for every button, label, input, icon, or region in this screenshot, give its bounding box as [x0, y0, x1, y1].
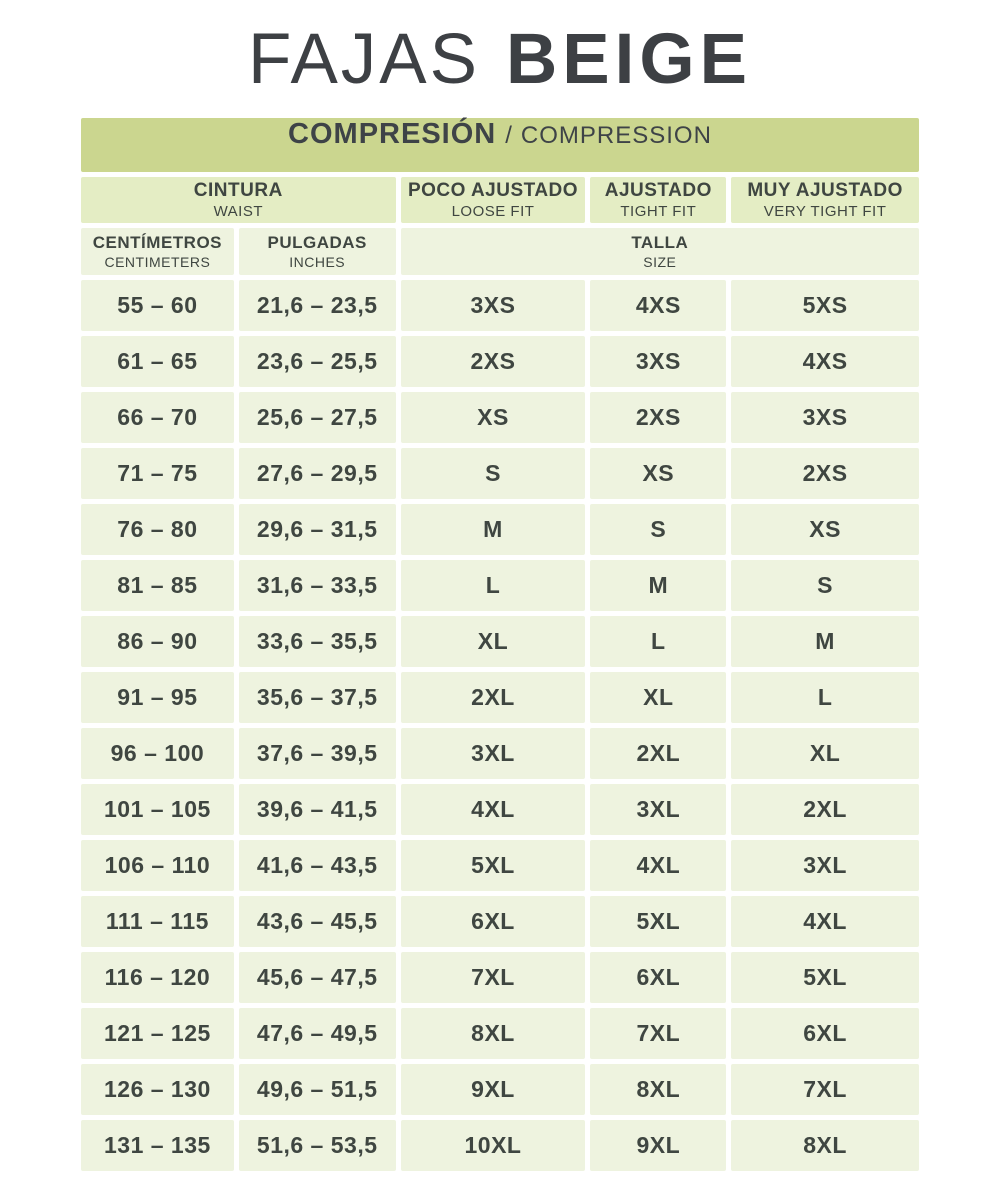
- tight-fit-size-cell: L: [590, 616, 726, 667]
- cm-range-cell: 76 – 80: [81, 504, 234, 555]
- page-title-bold: BEIGE: [506, 19, 752, 99]
- column-header-waist: [81, 177, 396, 223]
- column-header-very-tight-fit-es: MUY AJUSTADO: [747, 180, 903, 202]
- tight-fit-size-cell: S: [590, 504, 726, 555]
- inches-range-cell: 21,6 – 23,5: [239, 280, 396, 331]
- column-header-very-tight-fit-en: VERY TIGHT FIT: [763, 202, 887, 220]
- cm-range-cell: 66 – 70: [81, 392, 234, 443]
- cm-range-cell: 86 – 90: [81, 616, 234, 667]
- tight-fit-size-cell: 9XL: [590, 1120, 726, 1171]
- cm-range-cell: 111 – 115: [81, 896, 234, 947]
- banner-label-es: COMPRESIÓN: [288, 118, 497, 150]
- loose-fit-size-cell: 2XS: [401, 336, 586, 387]
- column-header-very-tight-fit: [731, 177, 919, 223]
- column-header-loose-fit-es: POCO AJUSTADO: [407, 180, 579, 202]
- column-header-waist-en: WAIST: [213, 202, 264, 220]
- column-header-tight-fit-en: TIGHT FIT: [620, 202, 697, 220]
- very-tight-fit-size-cell: 2XS: [731, 448, 919, 499]
- inches-range-cell: 23,6 – 25,5: [239, 336, 396, 387]
- column-header-waist-es: CINTURA: [193, 180, 283, 202]
- loose-fit-size-cell: XS: [401, 392, 586, 443]
- cm-range-cell: 106 – 110: [81, 840, 234, 891]
- loose-fit-size-cell: 8XL: [401, 1008, 586, 1059]
- sub-header-inches: [239, 228, 396, 275]
- tight-fit-size-cell: 4XL: [590, 840, 726, 891]
- tight-fit-size-cell: XS: [590, 448, 726, 499]
- loose-fit-size-cell: XL: [401, 616, 586, 667]
- very-tight-fit-size-cell: 5XS: [731, 280, 919, 331]
- loose-fit-size-cell: 10XL: [401, 1120, 586, 1171]
- loose-fit-size-cell: 3XS: [401, 280, 586, 331]
- tight-fit-size-cell: 2XL: [590, 728, 726, 779]
- cm-range-cell: 61 – 65: [81, 336, 234, 387]
- sub-header-size: [401, 228, 919, 275]
- inches-range-cell: 51,6 – 53,5: [239, 1120, 396, 1171]
- column-header-tight-fit: [590, 177, 726, 223]
- loose-fit-size-cell: 7XL: [401, 952, 586, 1003]
- sub-header-centimeters-en: CENTIMETERS: [104, 253, 211, 270]
- very-tight-fit-size-cell: 7XL: [731, 1064, 919, 1115]
- loose-fit-size-cell: 4XL: [401, 784, 586, 835]
- cm-range-cell: 91 – 95: [81, 672, 234, 723]
- inches-range-cell: 37,6 – 39,5: [239, 728, 396, 779]
- very-tight-fit-size-cell: 6XL: [731, 1008, 919, 1059]
- sub-header-centimeters: [81, 228, 234, 275]
- cm-range-cell: 126 – 130: [81, 1064, 234, 1115]
- tight-fit-size-cell: 8XL: [590, 1064, 726, 1115]
- inches-range-cell: 29,6 – 31,5: [239, 504, 396, 555]
- column-header-loose-fit-en: LOOSE FIT: [451, 202, 535, 220]
- very-tight-fit-size-cell: M: [731, 616, 919, 667]
- inches-range-cell: 47,6 – 49,5: [239, 1008, 396, 1059]
- tight-fit-size-cell: 6XL: [590, 952, 726, 1003]
- inches-range-cell: 27,6 – 29,5: [239, 448, 396, 499]
- page-title: [0, 0, 1000, 118]
- inches-range-cell: 31,6 – 33,5: [239, 560, 396, 611]
- loose-fit-size-cell: L: [401, 560, 586, 611]
- loose-fit-size-cell: 3XL: [401, 728, 586, 779]
- cm-range-cell: 131 – 135: [81, 1120, 234, 1171]
- tight-fit-size-cell: 3XS: [590, 336, 726, 387]
- tight-fit-size-cell: 4XS: [590, 280, 726, 331]
- very-tight-fit-size-cell: S: [731, 560, 919, 611]
- tight-fit-size-cell: 5XL: [590, 896, 726, 947]
- inches-range-cell: 41,6 – 43,5: [239, 840, 396, 891]
- compression-banner: [81, 118, 919, 172]
- inches-range-cell: 49,6 – 51,5: [239, 1064, 396, 1115]
- cm-range-cell: 55 – 60: [81, 280, 234, 331]
- cm-range-cell: 71 – 75: [81, 448, 234, 499]
- tight-fit-size-cell: 2XS: [590, 392, 726, 443]
- banner-separator: /: [505, 122, 512, 149]
- tight-fit-size-cell: 7XL: [590, 1008, 726, 1059]
- very-tight-fit-size-cell: 3XL: [731, 840, 919, 891]
- tight-fit-size-cell: XL: [590, 672, 726, 723]
- cm-range-cell: 116 – 120: [81, 952, 234, 1003]
- cm-range-cell: 101 – 105: [81, 784, 234, 835]
- sub-header-size-en: SIZE: [643, 253, 677, 270]
- very-tight-fit-size-cell: L: [731, 672, 919, 723]
- very-tight-fit-size-cell: 8XL: [731, 1120, 919, 1171]
- inches-range-cell: 25,6 – 27,5: [239, 392, 396, 443]
- very-tight-fit-size-cell: 5XL: [731, 952, 919, 1003]
- column-header-tight-fit-es: AJUSTADO: [604, 180, 712, 202]
- tight-fit-size-cell: 3XL: [590, 784, 726, 835]
- column-header-loose-fit: [401, 177, 586, 223]
- sub-header-size-es: TALLA: [631, 233, 689, 253]
- very-tight-fit-size-cell: XS: [731, 504, 919, 555]
- very-tight-fit-size-cell: 4XL: [731, 896, 919, 947]
- loose-fit-size-cell: 9XL: [401, 1064, 586, 1115]
- very-tight-fit-size-cell: 3XS: [731, 392, 919, 443]
- sub-header-inches-es: PULGADAS: [267, 233, 367, 253]
- inches-range-cell: 35,6 – 37,5: [239, 672, 396, 723]
- tight-fit-size-cell: M: [590, 560, 726, 611]
- size-chart-table: [81, 118, 919, 1171]
- loose-fit-size-cell: 2XL: [401, 672, 586, 723]
- sub-header-inches-en: INCHES: [289, 253, 346, 270]
- banner-label-en: COMPRESSION: [520, 122, 712, 149]
- sub-header-centimeters-es: CENTÍMETROS: [92, 233, 223, 253]
- loose-fit-size-cell: M: [401, 504, 586, 555]
- loose-fit-size-cell: S: [401, 448, 586, 499]
- inches-range-cell: 33,6 – 35,5: [239, 616, 396, 667]
- inches-range-cell: 43,6 – 45,5: [239, 896, 396, 947]
- inches-range-cell: 39,6 – 41,5: [239, 784, 396, 835]
- cm-range-cell: 81 – 85: [81, 560, 234, 611]
- page-title-light: FAJAS: [248, 19, 481, 99]
- inches-range-cell: 45,6 – 47,5: [239, 952, 396, 1003]
- loose-fit-size-cell: 6XL: [401, 896, 586, 947]
- very-tight-fit-size-cell: 2XL: [731, 784, 919, 835]
- very-tight-fit-size-cell: XL: [731, 728, 919, 779]
- cm-range-cell: 96 – 100: [81, 728, 234, 779]
- very-tight-fit-size-cell: 4XS: [731, 336, 919, 387]
- loose-fit-size-cell: 5XL: [401, 840, 586, 891]
- cm-range-cell: 121 – 125: [81, 1008, 234, 1059]
